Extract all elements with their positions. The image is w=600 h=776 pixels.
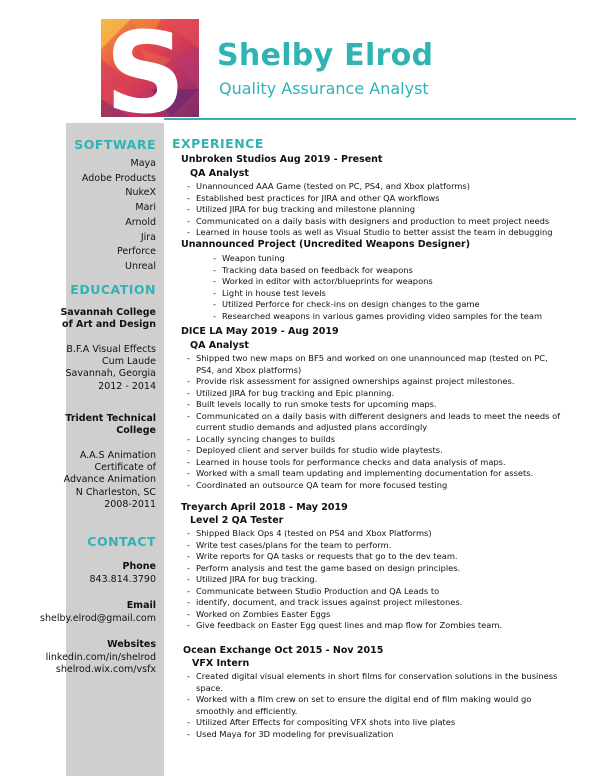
software-item: Unreal <box>125 260 156 272</box>
bullet-item: - Learned in house tools as well as Visual Studio to better assist the team in debugging <box>187 227 567 239</box>
bullet-item: - Worked on Zombies Easter Eggs <box>187 609 567 621</box>
experience-heading: EXPERIENCE <box>172 136 264 151</box>
bullet-item: - Shipped two new maps on BF5 and worked on one unannounced map (tested on PC, PS4, and Xbox platforms) <box>187 353 567 376</box>
bullet-item: - Unannounced AAA Game (tested on PC, PS4, and Xbox platforms) <box>187 181 567 193</box>
bullet-item: - Created digital visual elements in short films for conservation solutions in the business space. <box>187 671 567 694</box>
phone-value[interactable]: 843.814.3790 <box>89 574 156 585</box>
school-name <box>60 307 156 331</box>
bullet-item: - Communicated on a daily basis with designers and production to meet project needs <box>187 216 567 228</box>
job-bullets <box>187 671 567 740</box>
bullet-item: - Weapon tuning <box>213 253 567 265</box>
email-link[interactable]: shelby.elrod@gmail.com <box>40 613 156 624</box>
software-list <box>82 157 156 275</box>
bullet-item: - Built levels locally to run smoke tests for upcoming maps. <box>187 399 567 411</box>
bullet-item: - Researched weapons in various games providing video samples for the team <box>213 311 567 323</box>
header-divider <box>164 118 576 120</box>
bullet-item: - Give feedback on Easter Egg quest lines and map flow for Zombies team. <box>187 620 567 632</box>
bullet-item: - Utilized Perforce for check-ins on design changes to the game <box>213 299 567 311</box>
job-company: Treyarch April 2018 - May 2019 <box>181 502 348 513</box>
sidebar <box>40 123 164 776</box>
software-item: Maya <box>130 158 156 169</box>
bullet-item: - Locally syncing changes to builds <box>187 434 567 446</box>
school-line: Savannah College <box>60 307 156 318</box>
job-company: Ocean Exchange Oct 2015 - Nov 2015 <box>183 645 384 656</box>
job-title: VFX Intern <box>192 658 250 669</box>
bullet-item: - Communicate between Studio Production and QA Leads to <box>187 586 567 598</box>
bullet-item: - Write test cases/plans for the team to perform. <box>187 540 567 552</box>
job-bullets <box>187 181 567 239</box>
software-item: Jira <box>140 231 156 243</box>
software-item: Arnold <box>125 216 156 228</box>
bullet-item: - Write reports for QA tasks or requests that go to the dev team. <box>187 551 567 563</box>
bullet-item: - Deployed client and server builds for studio wide playtests. <box>187 445 567 457</box>
candidate-role: Quality Assurance Analyst <box>219 79 429 98</box>
job-title: Level 2 QA Tester <box>190 515 284 526</box>
software-heading: SOFTWARE <box>74 137 156 152</box>
school-details <box>64 450 156 511</box>
software-item: Adobe Products <box>81 172 156 184</box>
detail-line: Certificate of <box>94 462 156 474</box>
job-company: Unbroken Studios Aug 2019 - Present <box>181 154 383 165</box>
detail-line: 2012 - 2014 <box>98 380 156 392</box>
detail-line: Cum Laude <box>102 356 156 368</box>
detail-line: 2008-2011 <box>104 498 156 510</box>
bullet-item: - Worked with a small team updating and implementing documentation for assets. <box>187 468 567 480</box>
bullet-item: - Utilized JIRA for bug tracking and Epic planning. <box>187 388 567 400</box>
school-name <box>65 413 156 437</box>
bullet-item: - Worked in editor with actor/blueprints for weapons <box>213 276 567 288</box>
bullet-item: - Provide risk assessment for assigned ownerships against project milestones. <box>187 376 567 388</box>
bullet-item: - Shipped Black Ops 4 (tested on PS4 and Xbox Platforms) <box>187 528 567 540</box>
bullet-item: - Utilized JIRA for bug tracking. <box>187 574 567 586</box>
bullet-item: - Perform analysis and test the game based on design principles. <box>187 563 567 575</box>
school-line: Trident Technical <box>65 413 156 424</box>
bullet-item: - Worked with a film crew on set to ensure the digital end of film making would go smoothly and efficiently. <box>187 694 567 717</box>
school-details <box>66 344 156 393</box>
detail-line: Savannah, Georgia <box>65 368 156 380</box>
education-heading: EDUCATION <box>70 282 156 297</box>
bullet-item: - Learned in house tools for performance checks and data analysis of maps. <box>187 457 567 469</box>
logo-mosaic <box>101 19 199 117</box>
job-bullets <box>187 528 567 632</box>
job-bullets <box>187 353 567 491</box>
detail-line: Advance Animation <box>63 474 156 486</box>
bullet-item: - Utilized JIRA for bug tracking and milestone planning <box>187 204 567 216</box>
software-item: NukeX <box>125 187 156 199</box>
school-line: College <box>116 425 156 437</box>
bullet-item: - Coordinated an outsource QA team for more focused testing <box>187 480 567 492</box>
logo <box>101 19 199 117</box>
job-bullets <box>213 253 567 322</box>
logo-letter: S <box>105 19 186 117</box>
software-item: Perforce <box>116 246 156 258</box>
portfolio-link[interactable]: shelrod.wix.com/vsfx <box>55 664 156 675</box>
bullet-item: - Communicated on a daily basis with different designers and leads to meet the needs of current studio demands and adjusted plans accordingly <box>187 411 567 434</box>
software-item: Mari <box>135 202 156 214</box>
school-line: of Art and Design <box>62 319 156 331</box>
contact-heading: CONTACT <box>87 534 156 549</box>
bullet-item: - Established best practices for JIRA and other QA workflows <box>187 193 567 205</box>
job-company: DICE LA May 2019 - Aug 2019 <box>181 326 339 337</box>
job-title: QA Analyst <box>190 340 249 351</box>
email-label: Email <box>126 600 156 611</box>
bullet-item: - Light in house test levels <box>213 288 567 300</box>
bullet-item: - identify, document, and track issues against project milestones. <box>187 597 567 609</box>
linkedin-link[interactable]: linkedin.com/in/shelrod <box>45 652 156 663</box>
bullet-item: - Tracking data based on feedback for weapons <box>213 265 567 277</box>
job-title: QA Analyst <box>190 168 249 179</box>
websites-label: Websites <box>107 639 156 650</box>
detail-line: A.A.S Animation <box>79 450 156 461</box>
bullet-item: - Used Maya for 3D modeling for previsualization <box>187 729 567 741</box>
bullet-item: - Utilized After Effects for compositing VFX shots into live plates <box>187 717 567 729</box>
phone-label: Phone <box>122 561 156 572</box>
candidate-name: Shelby Elrod <box>217 38 434 73</box>
detail-line: N Charleston, SC <box>75 486 156 498</box>
job-company: Unannounced Project (Uncredited Weapons Designer) <box>181 239 471 250</box>
detail-line: B.F.A Visual Effects <box>66 344 156 355</box>
